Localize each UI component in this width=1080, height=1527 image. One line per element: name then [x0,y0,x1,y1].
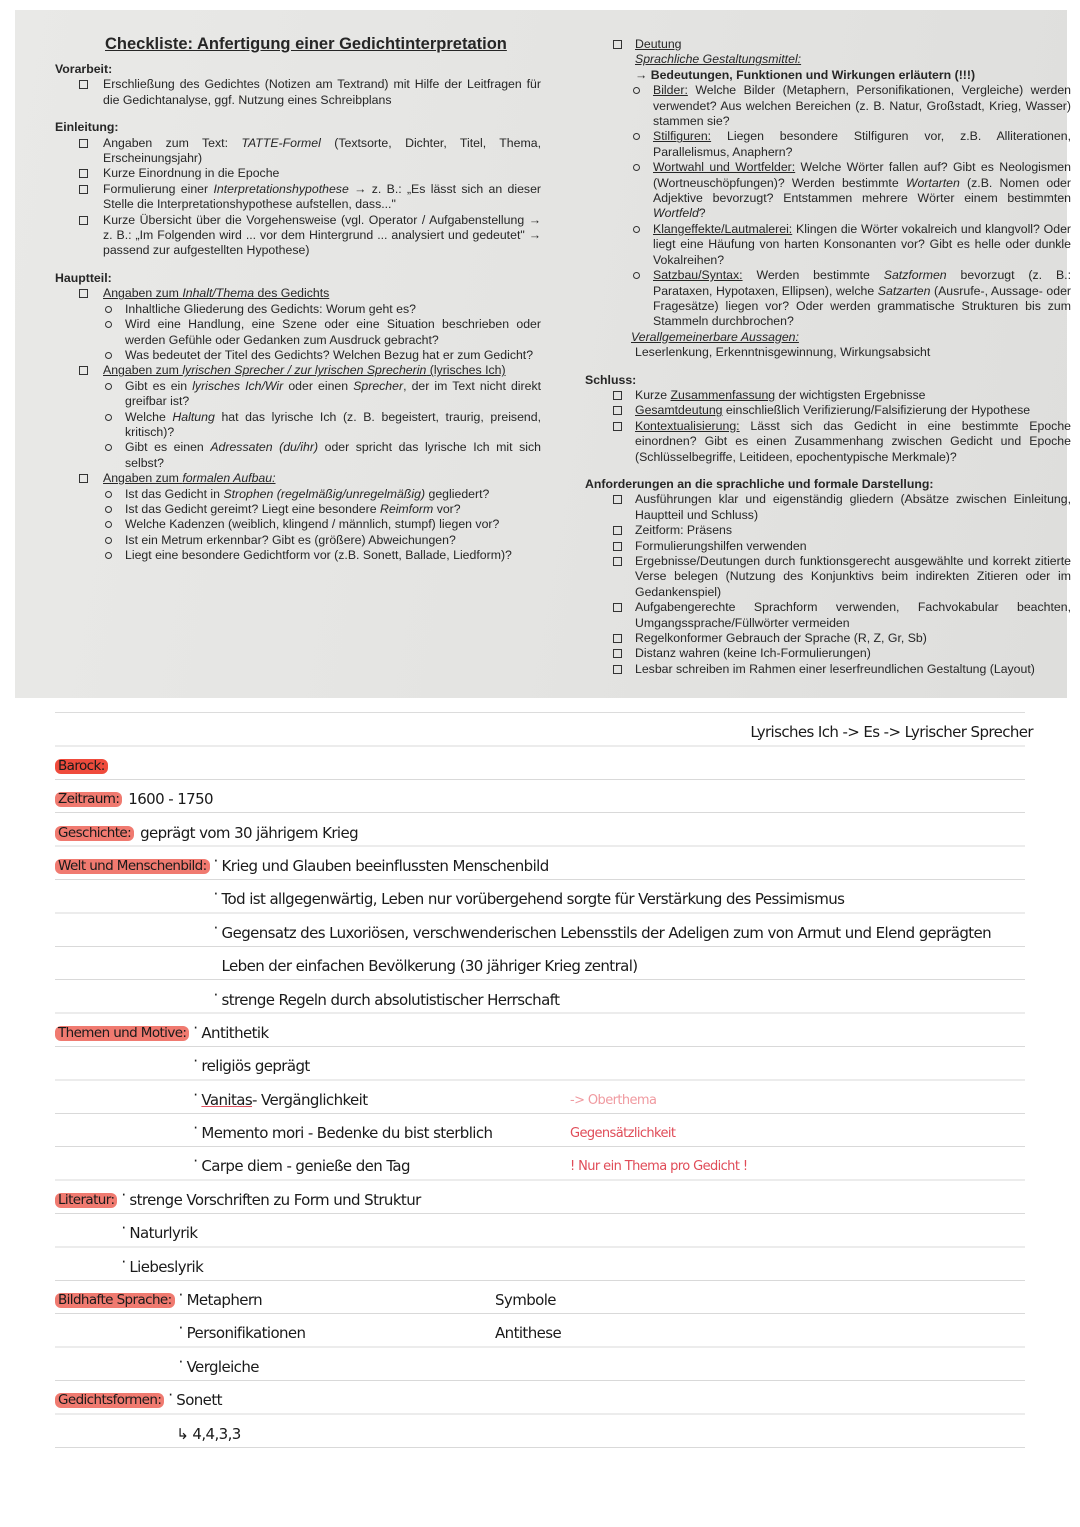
checkbox-icon [79,80,88,89]
note-text: Naturlyrik [129,1224,198,1243]
text-run: Klangeffekte/Lautmalerei: [653,221,793,236]
checklist-subitem [55,410,541,441]
notes-section [55,847,1025,1014]
text-run: Welche Wörter fallen auf? Gibt es Neologismen (Wortneuschöpfungen)? Werden bestimmte [653,160,1071,190]
text-run: Haltung [172,409,215,424]
note-line [117,1180,420,1213]
bullet-circle-icon [105,306,112,313]
note-line [164,1381,240,1414]
text-run: hat das lyrische Ich (z. B. begeistert, traurig, preisend, kritisch)? [125,409,542,439]
checklist-item [585,631,1071,646]
checklist-subitem [55,502,541,517]
bullet-dot-icon: · [121,1252,126,1271]
text-run: Gesamtdeutung [635,403,723,418]
section-label: Literatur: [55,1193,117,1208]
note-line [189,1047,492,1080]
checklist-item [585,419,1071,465]
note-text: Metaphern [186,1291,263,1310]
section-heading: Vorarbeit: [55,62,113,76]
text-run: Reimform [379,501,434,516]
section-items [210,847,992,1014]
text-run: Inhaltliche Gliederung des Gedichts: Worum geht es? [125,301,416,316]
note-line [108,746,114,779]
text-run: lyrisches Ich/Wir [192,378,284,393]
checklist-item [55,213,541,259]
checklist-item [585,554,1071,600]
text-run: Sprachliche Gestaltungsmittel: [635,52,802,67]
notes-section [55,1281,1025,1381]
section-label: Barock: [55,759,108,774]
section-label-highlight [55,813,134,846]
bullet-dot-icon: · [193,1085,198,1104]
section-heading: Anforderungen an die sprachliche und formale Darstellung: [585,476,934,491]
checklist-photo [15,10,1071,698]
bullet-dot-icon: · [121,1185,126,1204]
text-run: Kurze Einordnung in die Epoche [103,166,280,181]
note-text: Vergleiche [186,1357,259,1376]
section-label: Gedichtsformen: [55,1393,164,1408]
text-run: Kontextualisierung: [635,418,740,433]
bullet-dot-icon: · [213,918,218,937]
bullet-dot-icon: · [178,1286,183,1305]
section-label: Zeitraum: [55,792,122,807]
note-text: Memento mori - Bedenke du bist sterblich [201,1124,493,1143]
text-run: (Ausrufe-, Aussage- oder Fragesätze) liegen vor? Oder werden grammatische Strukturen bis zum Stammeln durchbrochen? [653,283,1071,329]
bullet-dot-icon: · [168,1386,173,1405]
text-run: lyrischen Sprecher / zur lyrischen Sprecherin [182,363,427,378]
section-label: Themen und Motive: [55,1026,189,1041]
checkbox-icon [79,474,88,483]
checklist-subitem [585,129,1071,160]
checklist-left-column [55,34,541,564]
note-line [189,1114,676,1147]
section-items [189,1014,748,1181]
note-text-continuation: - Vergänglichkeit [252,1090,368,1109]
checklist-item [585,600,1071,631]
section-items [134,813,358,846]
notes-header: Lyrisches Ich -> Es -> Lyrischer Sprecher [750,723,1033,742]
checkbox-icon [613,603,622,612]
section-label: Welt und Menschenbild: [55,859,210,874]
text-run: Angaben zum [103,363,183,378]
text-run: Formulierungshilfen verwenden [635,538,807,553]
checkbox-icon [79,216,88,225]
note-text: ↳ 4,4,3,3 [176,1424,241,1443]
checklist-subitem [55,348,541,363]
text-run: Deutung [635,37,682,51]
checklist-item [585,403,1071,418]
checklist-item [585,662,1071,677]
checklist-item [585,492,1071,523]
section-heading: Einleitung: [55,120,119,135]
text-run: → Bedeutungen, Funktionen und Wirkungen erläutern (!!!) [635,67,976,82]
text-run: Ist das Gedicht gereimt? Liegt eine besondere [125,501,380,516]
text-run: Leserlenkung, Erkenntnisgewinnung, Wirkungsabsicht [635,345,931,360]
text-run: oder spricht das lyrische Ich mit sich selbst? [125,440,541,470]
checklist-subheading [585,52,1071,67]
bullet-circle-icon [105,444,112,451]
text-run: Liegen besondere Stilfiguren vor, z.B. Alliterationen, Parallelismus, Anaphern? [653,129,1071,159]
section-label-highlight [55,1381,164,1414]
checkbox-icon [79,169,88,178]
checklist-title: Checkliste: Anfertigung einer Gedichtinterpretation [105,35,507,53]
checkbox-icon [613,634,622,643]
notes-header-row [55,713,1033,746]
text-run: des Gedichts [254,286,330,301]
bullet-dot-icon: · [193,1018,198,1037]
text-run: Formulierung einer [103,181,214,196]
text-run: Interpretationshypothese [213,181,349,196]
section-items [117,1180,420,1280]
text-run: Ausführungen klar und eigenständig gliedern (Absätze zwischen Einleitung, Hauptteil und Schluss) [635,492,1071,522]
bullet-dot-icon: · [178,1352,183,1371]
section-heading: Hauptteil: [55,270,112,285]
note-line [189,1147,748,1180]
note-line [175,1281,556,1314]
text-run: Satzbau/Syntax: [653,268,743,283]
section-heading: Schluss: [585,372,637,387]
text-run: Wortarten [905,175,960,190]
section-items [164,1381,240,1448]
checklist-subitem [585,160,1071,222]
text-run: oder einen [283,378,354,393]
red-annotation: ! Nur ein Thema pro Gedicht ! [570,1159,748,1175]
text-run: Zeitform: Präsens [635,523,733,538]
bullet-circle-icon [105,506,112,513]
bullet-dot-icon: · [193,1152,198,1171]
section-label-highlight [55,746,108,779]
bullet-circle-icon [105,537,112,544]
checkbox-icon [79,366,88,375]
checklist-item [585,646,1071,661]
text-run: Adressaten (du/ihr) [210,440,319,455]
text-run: TATTE-Formel [241,135,321,150]
checklist-subitem [55,533,541,548]
text-run: Lässt sich das Gedicht in eine bestimmte Epoche einordnen? Gibt es einen Zusammenhang zwischen Gedicht und Epoche (Schlüsselbegriffe, Leitideen, epochentypische Merkmale)? [635,418,1071,464]
notes-section [55,780,1025,813]
section-label-highlight [55,847,210,880]
checkbox-icon [613,665,622,674]
section-label: Geschichte: [55,826,134,841]
note-text: geprägt vom 30 jährigem Krieg [140,823,359,842]
checklist-item [55,363,541,378]
bullet-circle-icon [105,383,112,390]
section-items [108,746,114,779]
text-run: → z. B.: „Es lässt sich an dieser Stelle die Interpretationshypothese aufstellen, dass..." [103,181,542,212]
checklist-subitem [55,548,541,563]
section-label-highlight [55,780,122,813]
checklist-subitem [585,268,1071,330]
note-text-right-column: Antithese [495,1324,562,1343]
notes-section [55,1180,1025,1280]
section-label: Bildhafte Sprache: [55,1293,175,1308]
text-run: Angaben zum Text: [103,135,242,150]
text-run: Liegt eine besondere Gedichtform vor (z.B. Sonett, Ballade, Liedform)? [125,548,512,563]
text-run: Klingen die Wörter vokalreich und klangvoll? Oder liegt eine Häufung von harten Konsonanten vor? Gibt es helle oder dunkle Vokalreihen? [653,221,1071,267]
section-label-highlight [55,1014,189,1047]
note-text: religiös geprägt [201,1057,310,1076]
text-run: Werden bestimmte [742,268,884,283]
section-items [122,780,213,813]
note-text: Liebeslyrik [129,1257,204,1276]
checklist-item [585,523,1071,538]
note-line [175,1347,306,1380]
note-line [164,1414,240,1447]
checklist-summary-line [585,345,1071,360]
checklist-right-column [585,37,1071,677]
text-run: einschließlich Verifizierung/Falsifizierung der Hypothese [722,403,1031,418]
section-label-highlight [55,1180,117,1213]
checkbox-icon [613,40,622,49]
bullet-dot-icon: · [193,1052,198,1071]
checkbox-icon [79,185,88,194]
note-line [210,880,992,913]
text-run: ? [698,206,706,221]
bullet-circle-icon [633,164,640,171]
checkbox-icon [79,289,88,298]
bullet-circle-icon [633,133,640,140]
checkbox-icon [613,391,622,400]
checklist-item [585,37,1071,52]
note-text-right-column: Symbole [495,1291,556,1310]
text-run: Kurze [635,387,671,402]
text-run: Strophen (regelmäßig/unregelmäßig) [223,486,426,501]
note-line [210,947,992,980]
bullet-circle-icon [633,87,640,94]
note-text: Antithetik [201,1023,269,1042]
bullet-circle-icon [105,552,112,559]
checklist-subitem [585,83,1071,129]
text-run: Gibt es ein [125,378,193,393]
text-run: Welche [125,409,173,424]
text-run: bevorzugt (z. B.: Parataxen, Hypotaxen, Ellipsen), welche [653,268,1071,298]
notes-section [55,813,1025,846]
checklist-subitem [55,487,541,502]
text-run: Angaben zum [103,471,183,486]
section-label-highlight [55,1281,175,1314]
text-run: Welche Bilder (Metaphern, Personifikationen, Vergleiche) werden verwendet? Aus welchen Bereichen (z. B. Natur, Großstadt, Krieg, Wasser) stammen sie? [653,83,1071,129]
text-run: Sprecher [353,378,404,393]
notes-section [55,746,1025,779]
bullet-dot-icon: · [213,985,218,1004]
text-run: der wichtigsten Ergebnisse [775,387,926,402]
checklist-subheading [585,68,1071,83]
text-run: formalen Aufbau: [182,471,276,486]
bullet-dot-icon: · [193,1119,198,1138]
notes-section [55,1014,1025,1181]
bullet-circle-icon [633,272,640,279]
text-run: Bilder: [653,83,688,98]
checklist-item [55,182,541,213]
checklist-item [585,539,1071,554]
note-line [189,1080,657,1113]
text-run: Satzarten [877,283,931,298]
note-text: strenge Vorschriften zu Form und Struktur [129,1190,421,1209]
note-text: Sonett [176,1391,222,1410]
text-run: Ist das Gedicht in [125,486,224,501]
text-run: Wortwahl und Wortfelder: [653,160,796,175]
note-line [210,913,992,946]
bullet-dot-icon: · [121,1219,126,1238]
note-text: Tod ist allgegenwärtig, Leben nur vorübergehend sorgte für Verstärkung des Pessimismus [221,890,845,909]
note-line [134,813,358,846]
note-text: Personifikationen [186,1324,306,1343]
checklist-subitem [55,517,541,532]
text-run: Stilfiguren: [653,129,712,144]
note-line [175,1314,562,1347]
bullet-circle-icon [105,414,112,421]
checklist-item [585,388,1071,403]
checkbox-icon [613,557,622,566]
checklist-item [55,471,541,486]
bullet-dot-icon: · [178,1319,183,1338]
text-run: (Textsorte, Dichter, Titel, Thema, Erscheinungsjahr) [103,135,541,166]
note-text: 1600 - 1750 [128,790,213,809]
text-run: Verallgemeinerbare Aussagen: [631,329,799,344]
checklist-subitem [55,302,541,317]
checklist-item [55,136,541,167]
text-run: Kurze Übersicht über die Vorgehensweise (vgl. Operator / Aufgabenstellung → z. B.: „Im Folgenden wird ... vor dem Hintergrund ... analysiert und gedeutet" → passend zur aufgestellten Hypothese) [103,212,541,258]
checkbox-icon [613,495,622,504]
bullet-circle-icon [633,226,640,233]
checklist-item [55,286,541,301]
text-run: Angaben zum [103,286,183,301]
notes-section [55,1381,1025,1448]
text-run: Wortfeld [653,206,699,221]
checklist-subitem [55,317,541,348]
text-run: Distanz wahren (keine Ich-Formulierungen) [635,646,871,661]
text-run: Welche Kadenzen (weiblich, klingend / männlich, stumpf) liegen vor? [125,517,500,532]
handwritten-notes [55,712,1033,1448]
checkbox-icon [79,139,88,148]
note-line [210,980,992,1013]
text-run: vor? [433,501,461,516]
note-text: Gegensatz des Luxoriösen, verschwenderischen Lebensstils der Adeligen zum von Armut und Elend geprägten [221,923,992,942]
checkbox-icon [613,542,622,551]
text-run: , der im Text nicht direkt greifbar ist? [125,378,542,409]
checklist-subitem [55,440,541,471]
checklist-subitem [585,222,1071,268]
bullet-circle-icon [105,321,112,328]
checkbox-icon [613,526,622,535]
note-line [117,1214,420,1247]
text-run: Regelkonformer Gebrauch der Sprache (R, Z, Gr, Sb) [635,631,927,646]
bullet-dot-icon: · [213,851,218,870]
text-run: Gibt es einen [125,440,211,455]
text-run: Wird eine Handlung, eine Szene oder eine Situation beschrieben oder werden Gefühle oder Gedanken zum Ausdruck gebracht? [125,317,541,347]
text-run: Zusammenfassung [670,387,776,402]
text-run: (z.B. Nomen oder Adjektive bevorzugt? Entstammen mehrere Wörter einem bestimmten [653,175,1071,206]
text-run: (lyrisches Ich) [426,363,506,378]
text-run: Inhalt/Thema [182,286,255,301]
checklist-subitem [55,379,541,410]
checklist-summary-line [585,330,1071,345]
text-run: Was bedeutet der Titel des Gedichts? Welchen Bezug hat er zum Gedicht? [125,347,534,362]
checklist-item [55,166,541,181]
text-run: Satzformen [883,268,947,283]
note-line [122,780,213,813]
text-run: Ist ein Metrum erkennbar? Gibt es (größere) Abweichungen? [125,532,456,547]
checkbox-icon [613,406,622,415]
note-text: Carpe diem - genieße den Tag [201,1157,410,1176]
note-text: strenge Regeln durch absolutistischer Herrschaft [221,990,560,1009]
section-items [175,1281,562,1381]
checkbox-icon [613,649,622,658]
text-run: Aufgabengerechte Sprachform verwenden, Fachvokabular beachten, Umgangssprache/Füllwörter vermeiden [635,600,1071,630]
text-run: Ergebnisse/Deutungen durch funktionsgerecht ausgewählte und korrekt zitierte Verse belegen (Nutzung des Konjunktivs beim indirekten Zitieren oder im Gedankenspiel) [635,554,1071,599]
note-text: Vanitas [201,1090,253,1109]
text-run: Erschließung des Gedichtes (Notizen am Textrand) mit Hilfe der Leitfragen für die Gedichtanalyse, ggf. Nutzung eines Schreibplans [103,77,541,107]
note-line [117,1247,420,1280]
checklist-item [55,77,541,108]
text-run: Lesbar schreiben im Rahmen einer leserfreundlichen Gestaltung (Layout) [635,661,1035,676]
red-annotation: Gegensätzlichkeit [570,1126,676,1142]
checkbox-icon [613,422,622,431]
bullet-circle-icon [105,491,112,498]
note-line [189,1014,492,1047]
bullet-dot-icon: · [213,885,218,904]
red-annotation: -> Oberthema [570,1092,657,1108]
text-run: gegliedert? [425,486,490,501]
note-line [210,847,992,880]
bullet-circle-icon [105,521,112,528]
note-text: Leben der einfachen Bevölkerung (30 jähriger Krieg zentral) [221,957,638,976]
note-text: Krieg und Glauben beeinflussten Menschenbild [221,856,549,875]
bullet-circle-icon [105,352,112,359]
